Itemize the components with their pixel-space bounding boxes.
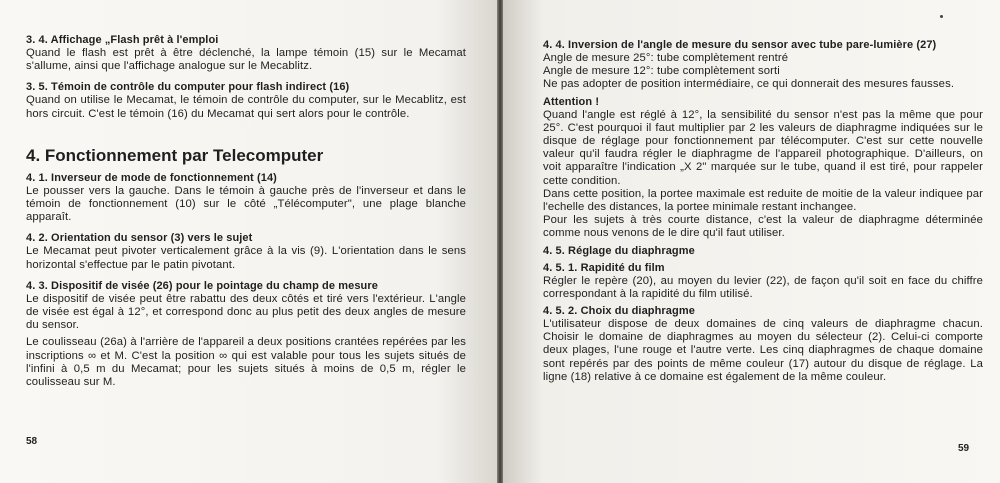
paragraph: L'utilisateur dispose de deux domaines de cinq valeurs de diaphragme chacun. Choisir le domaine de diaphragmes au moyen du sélecteur (2). Celui-ci comporte deux plages, l'une rouge et l'autre verte. Les cinq diaphragmes de chaque domaine sont repérés par des points de même couleur (17) autour du disque de réglage. La ligne (18) relative à ce domaine est également de la même couleur. bbox=[543, 318, 983, 383]
paragraph: Le dispositif de visée peut être rabattu des deux côtés et tiré vers l'extérieur. L'angle de visée est égal à 12°, et correspond donc au plus petit des deux angles de mesure du sensor. bbox=[26, 292, 466, 332]
paragraph: Régler le repère (20), au moyen du levier (22), de façon qu'il soit en face du chiffre correspondant à la rapidité du film utilisé. bbox=[543, 274, 983, 300]
paragraph: Ne pas adopter de position intermédiaire, ce qui donnerait des mesures fausses. bbox=[543, 78, 955, 91]
section-heading: 4. 5. 2. Choix du diaphragme bbox=[543, 305, 695, 318]
paragraph: Quand le flash est prêt à être déclenché, la lampe témoin (15) sur le Mecamat s'allume, ainsi que l'affichage analogue sur le Mecablitz. bbox=[26, 47, 466, 73]
section-heading: 4. 5. Réglage du diaphragme bbox=[543, 244, 695, 257]
section-heading: 4. 1. Inverseur de mode de fonctionnement (14) bbox=[26, 171, 277, 184]
section-heading: 4. 5. 1. Rapidité du film bbox=[543, 261, 665, 274]
paragraph: Angle de mesure 12°: tube complètement sorti bbox=[543, 65, 780, 78]
paragraph: Dans cette position, la portee maximale est reduite de moitie de la valeur indiquee par l'echelle des distances, la portee minimale restant inchangee. bbox=[543, 187, 983, 214]
left-page bbox=[0, 0, 497, 483]
chapter-title: 4. Fonctionnement par Telecomputer bbox=[26, 145, 324, 165]
section-heading: 4. 3. Dispositif de visée (26) pour le pointage du champ de mesure bbox=[26, 279, 378, 292]
paragraph: Quand on utilise le Mecamat, le témoin de contrôle du computer, sur le Mecablitz, est hors circuit. C'est le témoin (16) du Mecamat qui sert alors pour le contrôle. bbox=[26, 94, 466, 120]
paper-speck bbox=[940, 15, 943, 18]
paragraph: Le pousser vers la gauche. Dans le témoin à gauche près de l'inverseur et dans le témoin de fonctionnement (10) sur le côté „Télécomputer", une plage blanche apparaît. bbox=[26, 184, 466, 224]
paragraph: Quand l'angle est réglé à 12°, la sensibilité du sensor n'est pas la même que pour 25°. C'est pourquoi il faut multiplier par 2 les valeurs de diaphragme indiquées sur le disque de réglage pour fonctionnement par télécomputer. C'est sur cette nouvelle valeur qu'il faudra régler le diaphragme de l'appareil photographique. D'ailleurs, on voit apparaître l'indication „X 2" marquée sur le tube, quand il est tiré, pour rappeler cette condition. bbox=[543, 108, 983, 187]
right-page bbox=[503, 0, 1000, 483]
section-heading: 4. 2. Orientation du sensor (3) vers le sujet bbox=[26, 232, 253, 245]
paragraph: Pour les sujets à très courte distance, c'est la valeur de diaphragme déterminée comme nous venons de le dire qu'il faut utiliser. bbox=[543, 214, 983, 240]
page-number: 58 bbox=[26, 436, 38, 447]
section-heading: 4. 4. Inversion de l'angle de mesure du sensor avec tube pare-lumière (27) bbox=[543, 39, 937, 51]
left-page-content bbox=[26, 34, 466, 389]
section-heading: 3. 5. Témoin de contrôle du computer pour flash indirect (16) bbox=[26, 81, 350, 94]
section-heading: Attention ! bbox=[543, 95, 600, 108]
section-heading: 3. 4. Affichage „Flash prêt à l'emploi bbox=[26, 34, 219, 46]
paragraph: Angle de mesure 25°: tube complètement rentré bbox=[543, 52, 789, 64]
paragraph: Le coulisseau (26a) à l'arrière de l'appareil a deux positions crantées repérées par les inscriptions ∞ et M. C'est la position ∞ qui est valable pour tous les sujets situés de l'infini à 0,5 m du Mecamat; pour les sujets situés à moins de 0,5 m, régler le coulisseau sur M. bbox=[26, 336, 466, 389]
right-page-content bbox=[543, 39, 983, 384]
paragraph: Le Mecamat peut pivoter verticalement grâce à la vis (9). L'orientation dans le sens horizontal s'effectue par le patin pivotant. bbox=[26, 245, 466, 271]
page-number: 59 bbox=[958, 443, 970, 454]
